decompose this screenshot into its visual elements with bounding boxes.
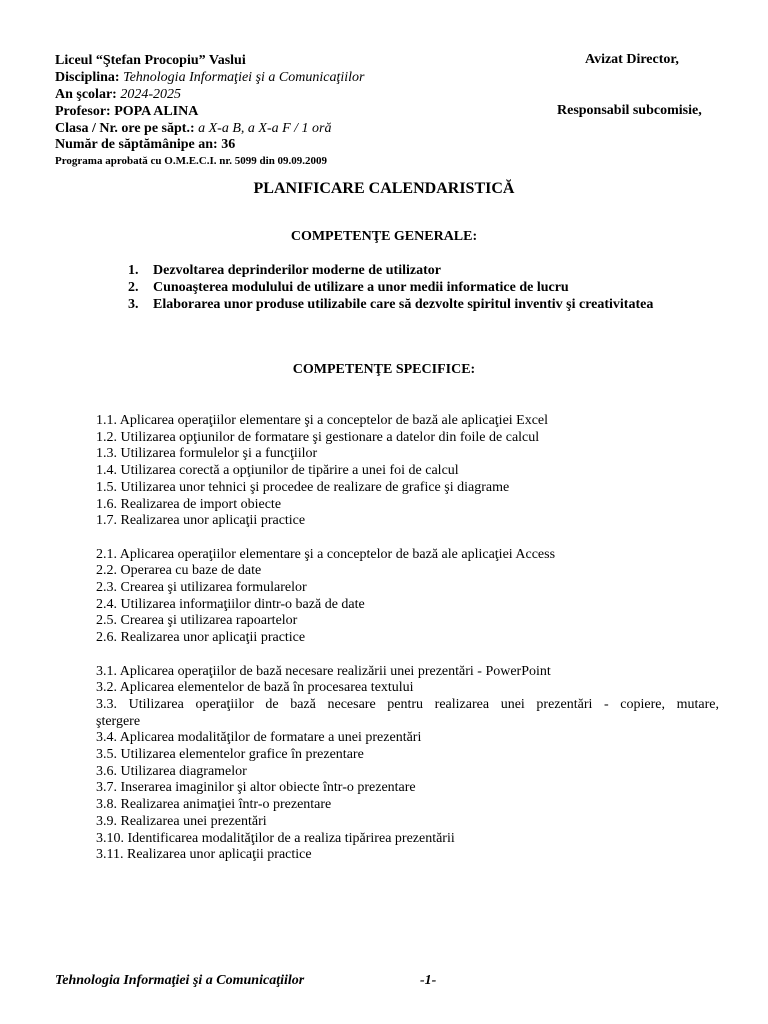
discipline-value: Tehnologia Informaţiei şi a Comunicaţiilor <box>123 70 365 85</box>
specific-competence-item: 3.4. Aplicarea modalităţilor de formatare a unei prezentări <box>96 730 422 746</box>
specific-competence-item: 3.7. Inserarea imaginilor şi altor obiecte într-o prezentare <box>96 780 416 796</box>
school-year-line <box>55 86 181 103</box>
specific-competence-item: 1.4. Utilizarea corectă a opţiunilor de tipărire a unei foi de calcul <box>96 463 459 479</box>
group-spacer <box>96 647 719 664</box>
class-value: a X-a B, a X-a F / 1 oră <box>198 121 332 136</box>
specific-competence-item: 2.4. Utilizarea informaţiilor dintr-o bază de date <box>96 596 365 612</box>
general-competences-heading: COMPETENŢE GENERALE: <box>290 229 478 244</box>
specific-competence-item-continuation: ştergere <box>96 713 141 729</box>
specific-competence-item: 3.5. Utilizarea elementelor grafice în prezentare <box>96 747 364 763</box>
discipline-line <box>55 69 364 86</box>
school-year-value: 2024-2025 <box>120 87 181 102</box>
class-line <box>55 120 332 137</box>
specific-competence-item: 1.7. Realizarea unor aplicaţii practice <box>96 513 306 529</box>
specific-competence-item: 3.1. Aplicarea operaţiilor de bază necesare realizării unei prezentări - PowerPoint <box>96 663 551 679</box>
program-approval-line: Programa aprobată cu O.M.E.C.I. nr. 5099 din 09.09.2009 <box>55 155 328 167</box>
class-label: Clasa / Nr. ore pe săpt.: <box>55 121 195 136</box>
teacher-line: Profesor: POPA ALINA <box>55 104 199 119</box>
specific-competence-item: 1.2. Utilizarea opţiunilor de formatare şi gestionare a datelor din foile de calcul <box>96 429 540 445</box>
specific-competence-item: 1.5. Utilizarea unor tehnici şi procedee de realizare de grafice şi diagrame <box>96 479 510 495</box>
specific-competence-item: 1.1. Aplicarea operaţiilor elementare şi a conceptelor de bază ale aplicaţiei Excel <box>96 413 549 428</box>
specific-competence-item: 3.8. Realizarea animaţiei într-o prezentare <box>96 797 332 813</box>
school-year-label: An şcolar: <box>55 87 117 102</box>
specific-competence-item: 3.3. Utilizarea operaţiilor de bază necesare pentru realizarea unei prezentări - copiere, mutare, <box>96 696 719 712</box>
specific-competence-item: 3.2. Aplicarea elementelor de bază în procesarea textului <box>96 680 414 696</box>
group-spacer <box>96 530 719 547</box>
specific-competence-item: 3.10. Identificarea modalităţilor de a realiza tipărirea prezentării <box>96 830 455 846</box>
specific-competence-item: 1.6. Realizarea de import obiecte <box>96 496 282 512</box>
general-competence-item: 2. Cunoaşterea modulului de utilizare a unor medii informatice de lucru <box>128 280 569 295</box>
director-approval: Avizat Director, <box>585 52 679 67</box>
general-competence-item: 3. Elaborarea unor produse utilizabile care să dezvolte spiritul inventiv şi creativitatea <box>128 297 654 312</box>
specific-competence-item: 3.11. Realizarea unor aplicaţii practice <box>96 847 312 863</box>
specific-competence-item: 2.2. Operarea cu baze de date <box>96 563 262 579</box>
specific-competences-heading: COMPETENŢE SPECIFICE: <box>292 362 476 377</box>
page-title: PLANIFICARE CALENDARISTICĂ <box>253 180 515 197</box>
general-competences-list <box>128 262 653 313</box>
discipline-label: Disciplina: <box>55 70 120 85</box>
specific-competence-item: 1.3. Utilizarea formulelor şi a funcţiilor <box>96 446 318 462</box>
school-name: Liceul “Ştefan Procopiu” Vaslui <box>55 53 246 68</box>
footer-subject: Tehnologia Informaţiei şi a Comunicaţiilor <box>55 973 305 988</box>
general-competence-item: 1. Dezvoltarea deprinderilor moderne de utilizator <box>128 263 441 278</box>
specific-competence-item: 2.5. Crearea şi utilizarea rapoartelor <box>96 613 298 629</box>
specific-competence-item: 3.9. Realizarea unei prezentări <box>96 813 267 829</box>
specific-competence-item: 2.6. Realizarea unor aplicaţii practice <box>96 630 306 646</box>
specific-competence-item: 2.3. Crearea şi utilizarea formularelor <box>96 580 307 596</box>
weeks-line: Număr de săptămânipe an: 36 <box>55 137 236 152</box>
page-number: -1- <box>420 973 437 988</box>
specific-competence-item: 2.1. Aplicarea operaţiilor elementare şi a conceptelor de bază ale aplicaţiei Access <box>96 546 556 562</box>
specific-competences-list <box>96 413 719 864</box>
subcommission-responsible: Responsabil subcomisie, <box>557 103 702 118</box>
specific-competence-item: 3.6. Utilizarea diagramelor <box>96 763 247 779</box>
